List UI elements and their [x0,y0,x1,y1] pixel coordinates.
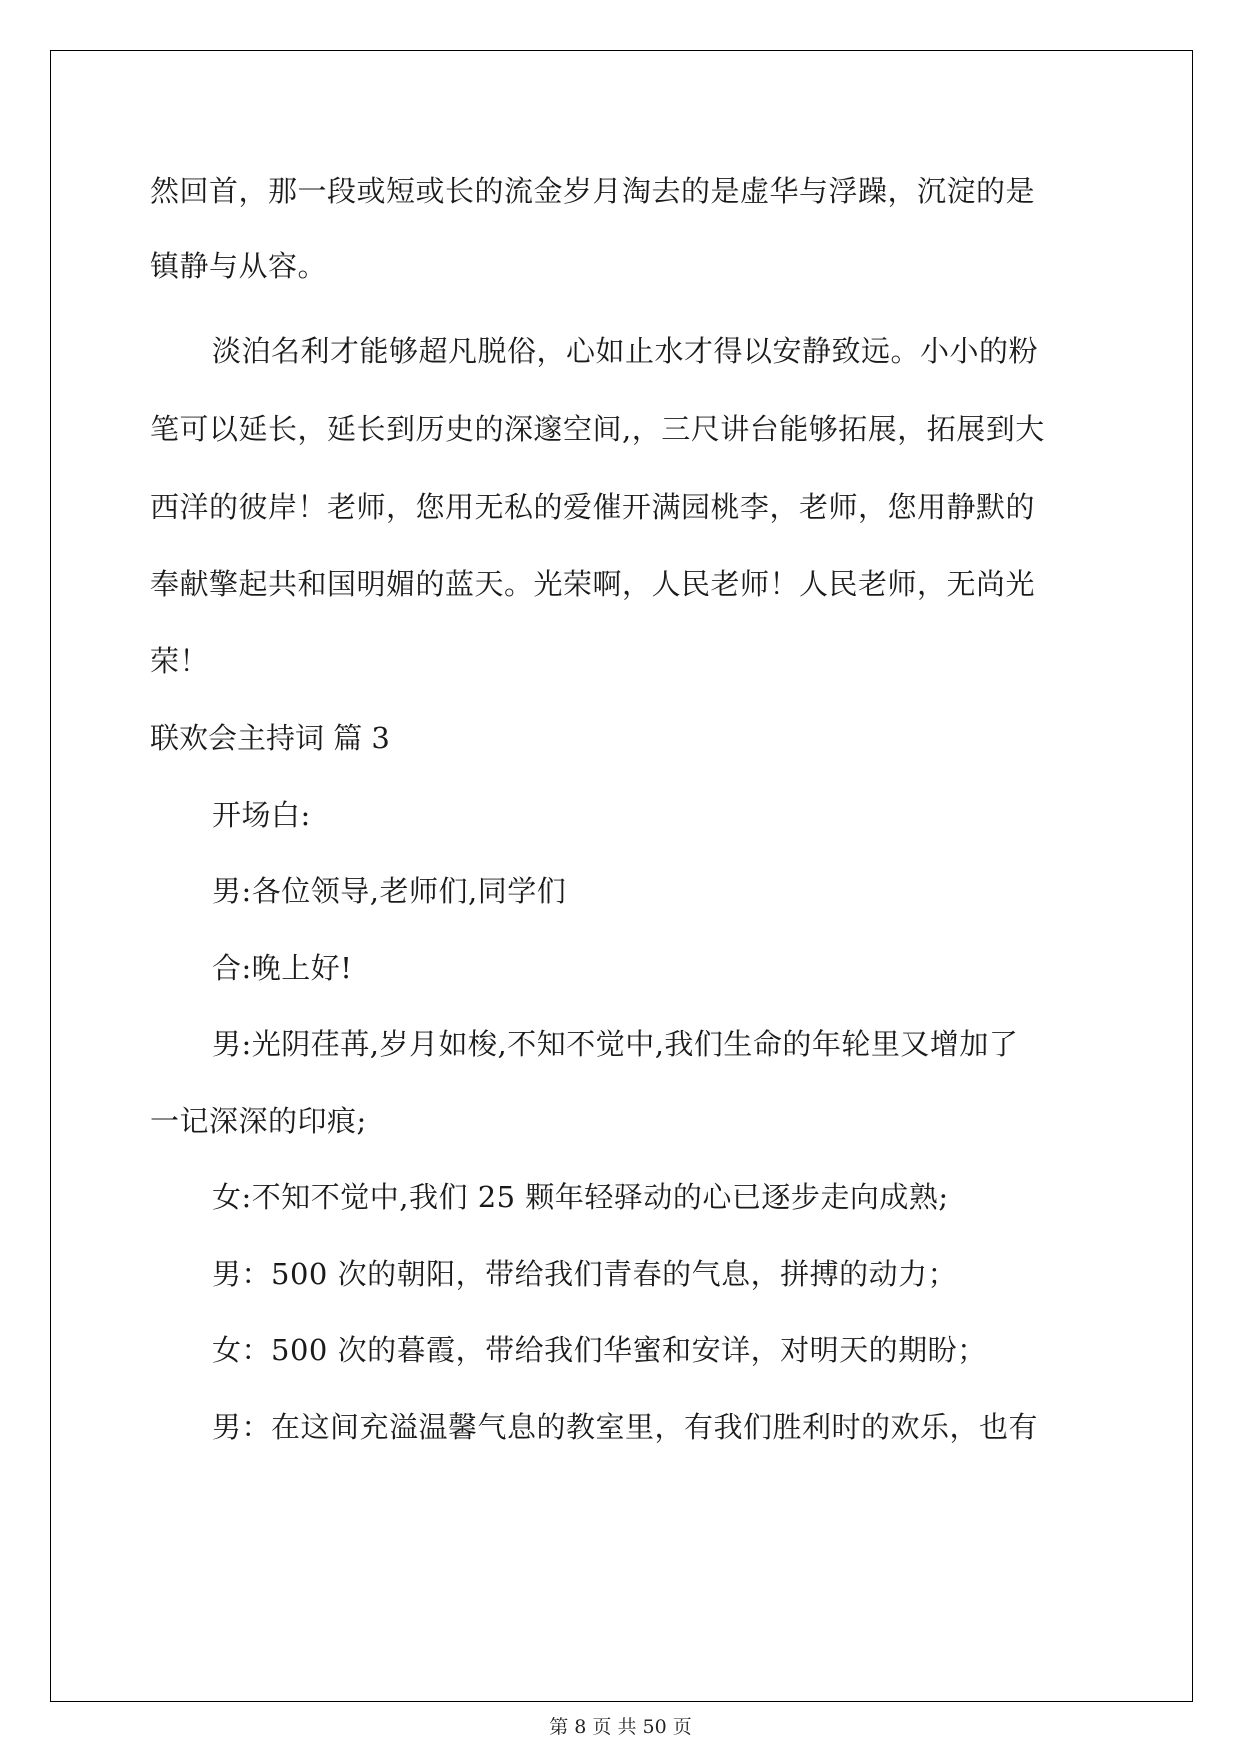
dialogue-line: 男:光阴荏苒,岁月如梭,不知不觉中,我们生命的年轮里又增加了 [212,1027,1019,1061]
paragraph-start-line: 开场白: [212,798,311,832]
dialogue-line: 女:不知不觉中,我们 25 颗年轻驿动的心已逐步走向成熟; [212,1180,949,1214]
paragraph-start-line: 淡泊名利才能够超凡脱俗，心如止水才得以安静致远。小小的粉 [212,334,1039,368]
dialogue-line: 女：500 次的暮霞，带给我们华蜜和安详，对明天的期盼； [212,1333,987,1367]
dialogue-line: 男：500 次的朝阳，带给我们青春的气息，拼搏的动力； [212,1257,958,1291]
section-heading: 联欢会主持词 篇 3 [150,721,390,755]
text-line: 荣！ [150,644,210,678]
dialogue-line: 男：在这间充溢温馨气息的教室里，有我们胜利时的欢乐，也有 [212,1410,1039,1444]
text-line: 一记深深的印痕; [150,1104,367,1138]
text-line: 然回首，那一段或短或长的流金岁月淘去的是虚华与浮躁，沉淀的是 [150,174,1036,208]
page-footer: 第 8 页 共 50 页 [549,1716,692,1738]
text-line: 笔可以延长，延长到历史的深邃空间,，三尺讲台能够拓展，拓展到大 [150,412,1045,446]
dialogue-line: 男:各位领导,老师们,同学们 [212,874,567,908]
text-line: 奉献擎起共和国明媚的蓝天。光荣啊，人民老师！人民老师，无尚光 [150,567,1036,601]
dialogue-line: 合:晚上好! [212,951,353,985]
text-line: 镇静与从容。 [150,249,328,283]
text-line: 西洋的彼岸！老师，您用无私的爱催开满园桃李，老师，您用静默的 [150,490,1036,524]
